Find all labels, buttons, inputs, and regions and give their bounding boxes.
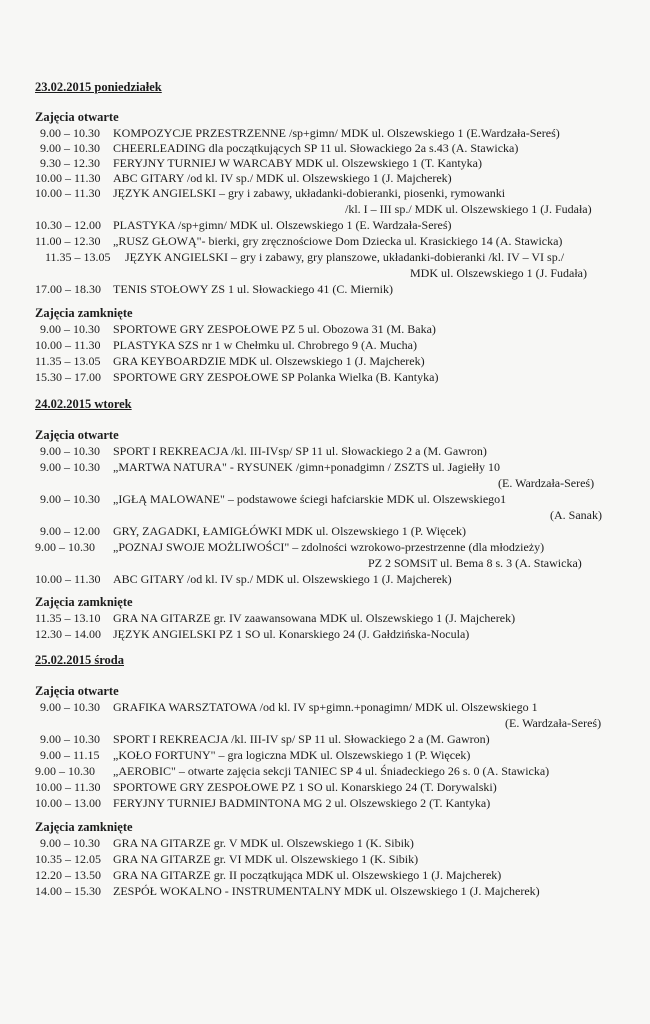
activity: GRY, ZAGADKI, ŁAMIGŁÓWKI MDK ul. Olszewskiego 1 (P. Więcek) — [113, 524, 467, 538]
open-classes-label: Zajęcia otwarte — [35, 684, 119, 698]
time: 9.00 – 10.30 — [40, 460, 100, 474]
time: 9.00 – 10.30 — [40, 492, 100, 506]
closed-classes-label: Zajęcia zamknięte — [35, 595, 133, 609]
time: 10.00 – 13.00 — [35, 796, 101, 810]
open-classes-label: Zajęcia otwarte — [35, 110, 119, 124]
time: 10.00 – 11.30 — [35, 572, 101, 586]
activity: TENIS STOŁOWY ZS 1 ul. Słowackiego 41 (C. Miernik) — [113, 282, 393, 296]
activity: FERYJNY TURNIEJ BADMINTONA MG 2 ul. Olszewskiego 2 (T. Kantyka) — [113, 796, 491, 810]
time: 9.00 – 10.30 — [40, 444, 100, 458]
closed-classes-label: Zajęcia zamknięte — [35, 820, 133, 834]
activity: FERYJNY TURNIEJ W WARCABY MDK ul. Olszewskiego 1 (T. Kantyka) — [113, 156, 482, 170]
activity: SPORT I REKREACJA /kl. III-IV sp/ SP 11 ul. Słowackiego 2 a (M. Gawron) — [113, 732, 490, 746]
activity: SPORTOWE GRY ZESPOŁOWE PZ 1 SO ul. Konarskiego 24 (T. Dorywalski) — [113, 780, 497, 794]
open-classes-label: Zajęcia otwarte — [35, 428, 119, 442]
activity: (E. Wardzała-Sereś) — [498, 476, 595, 490]
activity: PLASTYKA SZS nr 1 w Chełmku ul. Chrobrego 9 (A. Mucha) — [113, 338, 417, 352]
time: 12.20 – 13.50 — [35, 868, 101, 882]
activity: SPORTOWE GRY ZESPOŁOWE PZ 5 ul. Obozowa 31 (M. Baka) — [113, 322, 436, 336]
time: 9.00 – 12.00 — [40, 524, 100, 538]
activity: (A. Sanak) — [550, 508, 602, 522]
activity: PLASTYKA /sp+gimn/ MDK ul. Olszewskiego 1 (E. Wardzała-Sereś) — [113, 218, 452, 232]
activity: GRA NA GITARZE gr. IV zaawansowana MDK ul. Olszewskiego 1 (J. Majcherek) — [113, 611, 516, 625]
time: 11.00 – 12.30 — [35, 234, 101, 248]
time: 9.00 – 10.30 — [40, 836, 100, 850]
activity: JĘZYK ANGIELSKI – gry i zabawy, gry planszowe, układanki-dobieranki /kl. IV – VI sp./ — [125, 250, 565, 264]
time: 9.00 – 10.30 — [40, 126, 100, 140]
time: 9.30 – 12.30 — [40, 156, 100, 170]
activity: GRA NA GITARZE gr. VI MDK ul. Olszewskiego 1 (K. Sibik) — [113, 852, 419, 866]
activity: SPORT I REKREACJA /kl. III-IVsp/ SP 11 ul. Słowackiego 2 a (M. Gawron) — [113, 444, 487, 458]
activity: GRA NA GITARZE gr. V MDK ul. Olszewskiego 1 (K. Sibik) — [113, 836, 414, 850]
time: 9.00 – 10.30 — [35, 540, 95, 554]
activity: PZ 2 SOMSiT ul. Bema 8 s. 3 (A. Stawicka) — [368, 556, 582, 570]
time: 14.00 – 15.30 — [35, 884, 101, 898]
time: 10.00 – 11.30 — [35, 338, 101, 352]
closed-classes-label: Zajęcia zamknięte — [35, 306, 133, 320]
time: 10.35 – 12.05 — [35, 852, 101, 866]
activity: /kl. I – III sp./ MDK ul. Olszewskiego 1 (J. Fudała) — [345, 202, 592, 216]
activity: ABC GITARY /od kl. IV sp./ MDK ul. Olszewskiego 1 (J. Majcherek) — [113, 171, 452, 185]
activity: „MARTWA NATURA" - RYSUNEK /gimn+ponadgimn / ZSZTS ul. Jagiełły 10 — [113, 460, 500, 474]
time: 10.00 – 11.30 — [35, 780, 101, 794]
time: 11.35 – 13.10 — [35, 611, 101, 625]
activity: „RUSZ GŁOWĄ"- bierki, gry zręcznościowe Dom Dziecka ul. Krasickiego 14 (A. Stawicka) — [113, 234, 563, 248]
time: 17.00 – 18.30 — [35, 282, 101, 296]
time: 9.00 – 11.15 — [40, 748, 100, 762]
time: 12.30 – 14.00 — [35, 627, 101, 641]
time: 9.00 – 10.30 — [40, 141, 100, 155]
time: 9.00 – 10.30 — [40, 700, 100, 714]
activity: „KOŁO FORTUNY" – gra logiczna MDK ul. Olszewskiego 1 (P. Więcek) — [113, 748, 471, 762]
time: 10.30 – 12.00 — [35, 218, 101, 232]
activity: ABC GITARY /od kl. IV sp./ MDK ul. Olszewskiego 1 (J. Majcherek) — [113, 572, 452, 586]
day-header: 24.02.2015 wtorek — [35, 397, 132, 411]
time: 15.30 – 17.00 — [35, 370, 101, 384]
day-header: 23.02.2015 poniedziałek — [35, 80, 162, 94]
activity: MDK ul. Olszewskiego 1 (J. Fudała) — [410, 266, 587, 280]
activity: SPORTOWE GRY ZESPOŁOWE SP Polanka Wielka (B. Kantyka) — [113, 370, 439, 384]
activity: „POZNAJ SWOJE MOŻLIWOŚCI" – zdolności wzrokowo-przestrzenne (dla młodzieży) — [113, 540, 545, 554]
activity: ZESPÓŁ WOKALNO - INSTRUMENTALNY MDK ul. Olszewskiego 1 (J. Majcherek) — [113, 884, 540, 898]
activity: JĘZYK ANGIELSKI – gry i zabawy, układanki-dobieranki, piosenki, rymowanki — [113, 186, 506, 200]
day-header: 25.02.2015 środa — [35, 653, 125, 667]
activity: GRA NA GITARZE gr. II początkująca MDK ul. Olszewskiego 1 (J. Majcherek) — [113, 868, 502, 882]
activity: GRA KEYBOARDZIE MDK ul. Olszewskiego 1 (J. Majcherek) — [113, 354, 425, 368]
time: 11.35 – 13.05 — [45, 250, 111, 264]
time: 9.00 – 10.30 — [40, 322, 100, 336]
time: 9.00 – 10.30 — [40, 732, 100, 746]
time: 11.35 – 13.05 — [35, 354, 101, 368]
activity: CHEERLEADING dla początkujących SP 11 ul. Słowackiego 2a s.43 (A. Stawicka) — [113, 141, 519, 155]
time: 10.00 – 11.30 — [35, 186, 101, 200]
time: 9.00 – 10.30 — [35, 764, 95, 778]
activity: „IGŁĄ MALOWANE" – podstawowe ściegi hafciarskie MDK ul. Olszewskiego1 — [113, 492, 507, 506]
activity: GRAFIKA WARSZTATOWA /od kl. IV sp+gimn.+ponagimn/ MDK ul. Olszewskiego 1 — [113, 700, 538, 714]
activity: KOMPOZYCJE PRZESTRZENNE /sp+gimn/ MDK ul. Olszewskiego 1 (E.Wardzała-Sereś) — [113, 126, 560, 140]
activity: „AEROBIC" – otwarte zajęcia sekcji TANIEC SP 4 ul. Śniadeckiego 26 s. 0 (A. Stawicka) — [113, 764, 550, 778]
activity: JĘZYK ANGIELSKI PZ 1 SO ul. Konarskiego 24 (J. Gałdzińska-Nocula) — [113, 627, 470, 641]
activity: (E. Wardzała-Sereś) — [505, 716, 602, 730]
time: 10.00 – 11.30 — [35, 171, 101, 185]
